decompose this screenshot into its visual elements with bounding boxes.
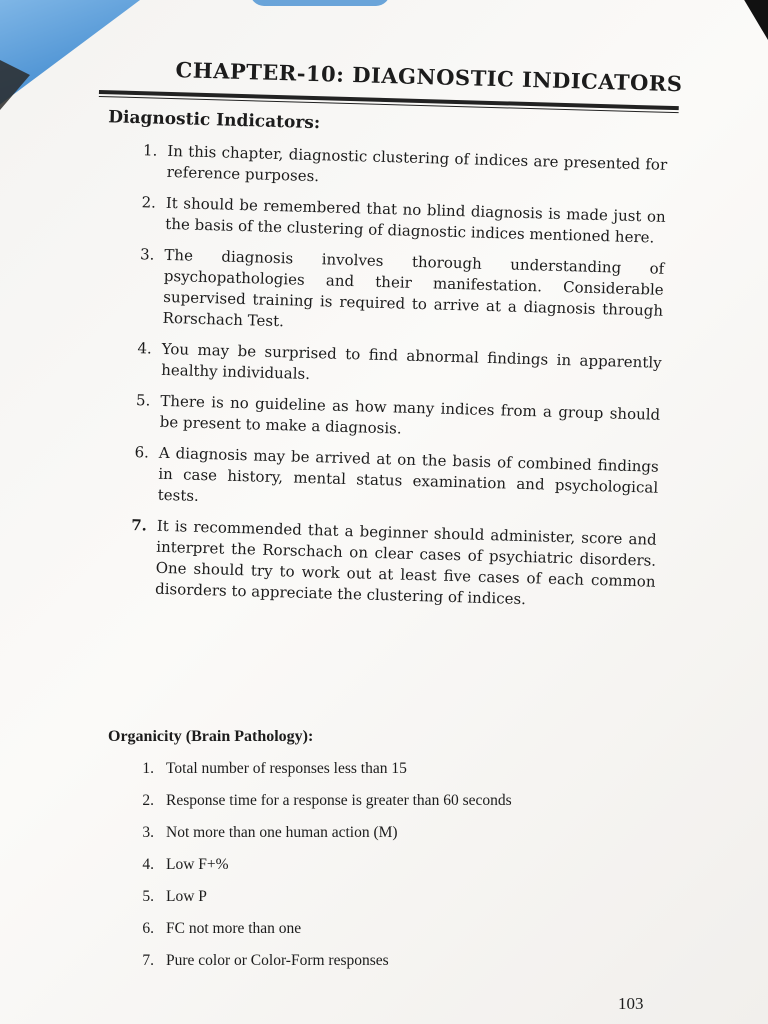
item-number: 2. [142,792,154,809]
item-text: It is recommended that a beginner should administer, score and interpret the Rorschach on clear cases of psychiatric disorders. One should try to work out at least five cases of each common disorders to appreciate the clustering of indices. [154,516,657,609]
list-item [85,514,667,614]
list-item [108,824,688,856]
item-number: 6. [142,920,154,937]
organicity-section [108,728,688,984]
item-text: Low F+% [166,856,229,873]
list-item [108,952,688,984]
item-number: 7. [130,516,148,535]
item-number: 1. [142,141,158,160]
page-number: 103 [618,994,644,1013]
list-item [92,243,674,343]
list-item [91,337,672,395]
item-text: Not more than one human action (M) [166,824,398,841]
item-text: Low P [166,888,207,905]
dark-corner-right [734,0,768,40]
blue-cover-top-edge [250,0,390,6]
book-page [85,55,683,624]
item-text: There is no guideline as how many indices from a group should be present to make a diagnosis. [159,391,661,438]
list-item [108,856,688,888]
item-number: 5. [142,888,154,905]
item-text: You may be surprised to find abnormal findings in apparently healthy individuals. [160,339,662,383]
organicity-heading: Organicity (Brain Pathology): [108,728,314,745]
item-text: A diagnosis may be arrived at on the basis of combined findings in case history, mental status examination and psychological tests. [157,443,659,505]
item-number: 4. [142,856,154,873]
section-heading: Diagnostic Indicators: [107,107,321,134]
item-text: FC not more than one [166,920,302,937]
item-number: 7. [142,952,154,969]
item-text: Total number of responses less than 15 [166,760,407,777]
item-text: In this chapter, diagnostic clustering of indices are presented for reference purposes. [166,141,668,186]
list-item [87,441,669,520]
item-text: Pure color or Color-Form responses [166,952,389,969]
item-number: 2. [141,193,157,212]
item-number: 3. [139,245,155,264]
item-number: 6. [134,443,150,462]
item-number: 4. [137,339,153,358]
list-item [108,792,688,824]
list-item [96,139,677,197]
list-item [95,191,676,249]
item-number: 1. [142,760,154,777]
item-text: It should be remembered that no blind diagnosis is made just on the basis of the clustering of diagnostic indices mentioned here. [165,193,666,247]
organicity-list [108,760,688,984]
list-item [108,920,688,952]
item-number: 5. [135,391,151,410]
list-item [108,760,688,792]
chapter-title: CHAPTER-10: DIAGNOSTIC INDICATORS [175,57,683,97]
item-number: 3. [142,824,154,841]
list-item [90,389,671,447]
item-text: Response time for a response is greater than 60 seconds [166,792,512,809]
item-text: The diagnosis involves thorough understanding of psychopathologies and their manifestation. Considerable supervised training is required to arrive at a diagnosis through Rorschach Test. [162,245,665,331]
list-item [108,888,688,920]
indicator-list [85,139,678,614]
